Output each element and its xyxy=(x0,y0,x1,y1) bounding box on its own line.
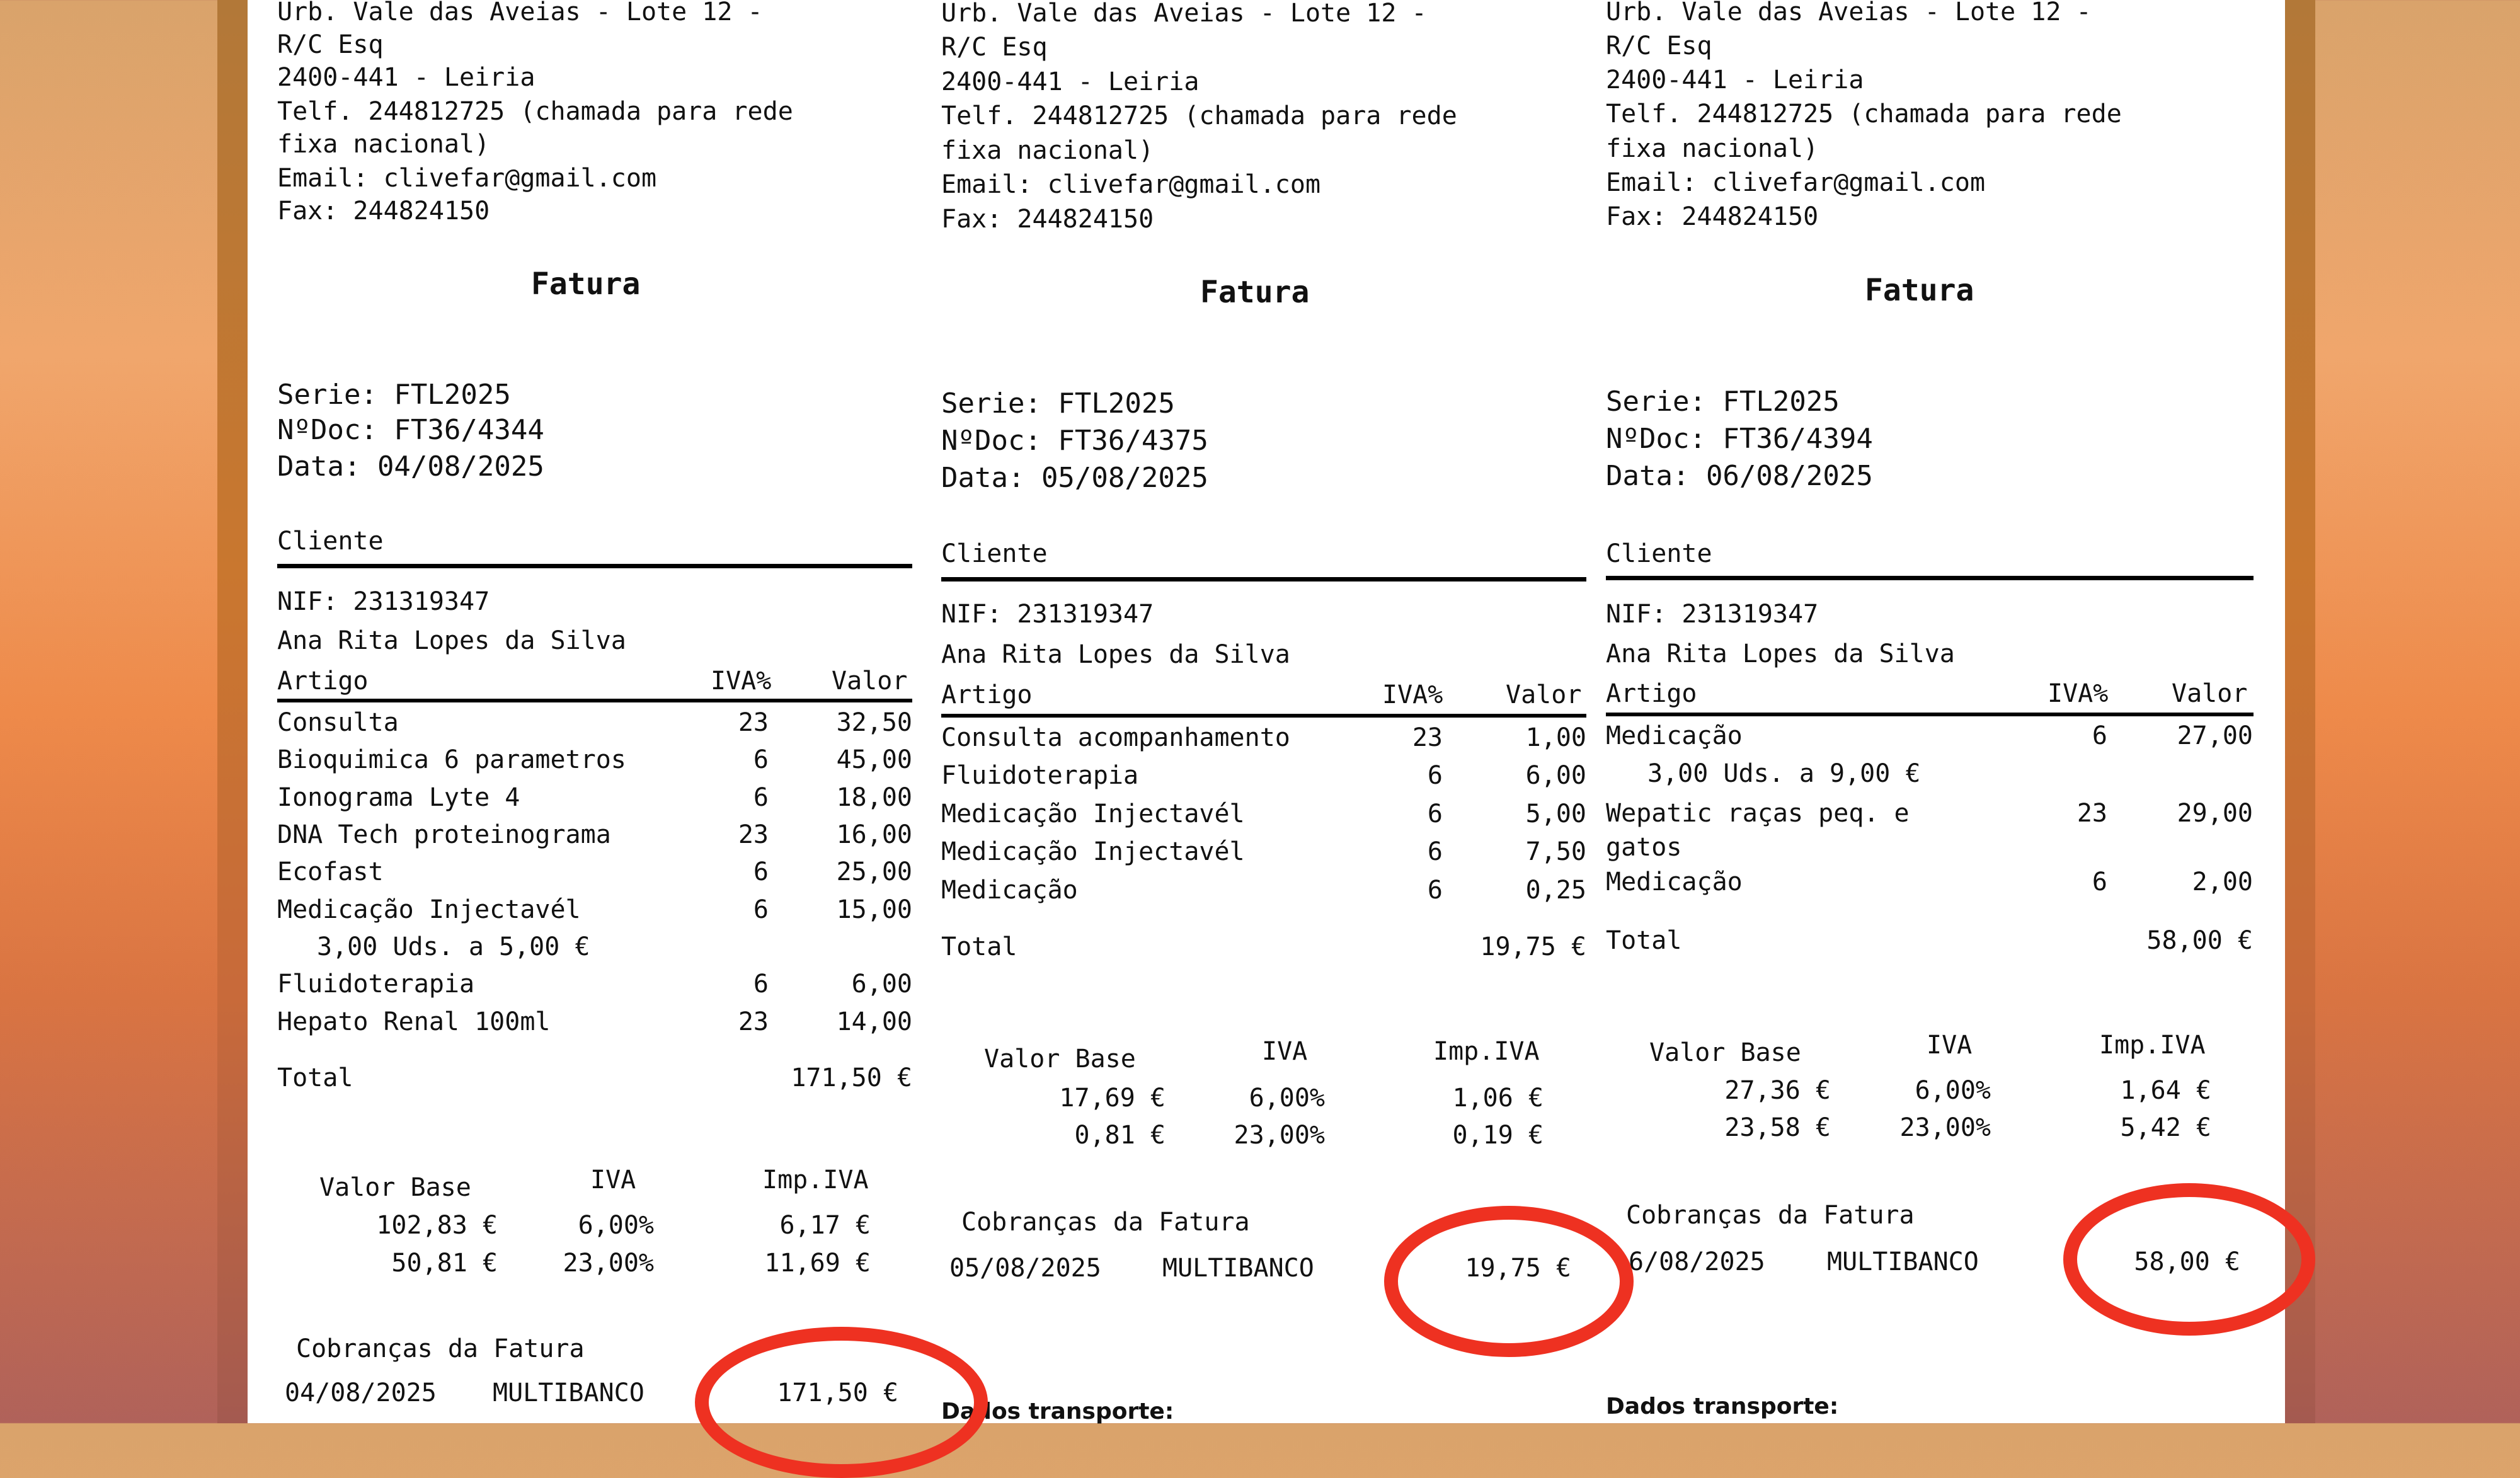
payment-date: 05/08/2025 xyxy=(949,1254,1101,1283)
payments-heading: Cobranças da Fatura xyxy=(1626,1201,1915,1230)
invoice-ndoc: NºDoc: FT36/4375 xyxy=(941,425,1208,457)
item-valor: 5,00 xyxy=(1525,799,1586,828)
vat-imp: 0,19 € xyxy=(1452,1121,1544,1150)
item-valor: 45,00 xyxy=(836,745,912,774)
client-name: Ana Rita Lopes da Silva xyxy=(277,626,626,655)
company-phone-line-2: fixa nacional) xyxy=(941,136,1154,165)
invoice-serie: Serie: FTL2025 xyxy=(1606,386,1840,418)
highlight-circle-payment-1 xyxy=(695,1327,988,1478)
client-name: Ana Rita Lopes da Silva xyxy=(1606,639,1955,668)
total-label: Total xyxy=(1606,926,1682,955)
transport-heading: Dados transporte: xyxy=(1606,1394,1839,1419)
item-valor: 18,00 xyxy=(836,783,912,812)
company-email: Email: clivefar@gmail.com xyxy=(277,164,657,193)
client-rule xyxy=(1606,576,2254,580)
client-heading: Cliente xyxy=(1606,539,1712,568)
item-valor: 14,00 xyxy=(836,1007,912,1036)
item-iva: 6 xyxy=(1427,837,1443,866)
col-iva-pct: IVA% xyxy=(711,667,772,696)
total-value: 171,50 € xyxy=(791,1063,912,1092)
item-valor: 6,00 xyxy=(851,970,912,999)
payment-amount: 19,75 € xyxy=(1465,1254,1571,1283)
item-valor: 1,00 xyxy=(1525,723,1586,752)
item-valor: 15,00 xyxy=(836,895,912,924)
col-valor: Valor xyxy=(1506,680,1582,709)
vat-imp: 11,69 € xyxy=(764,1249,871,1278)
col-artigo: Artigo xyxy=(941,680,1033,709)
payments-heading: Cobranças da Fatura xyxy=(296,1334,585,1363)
invoice-date: Data: 06/08/2025 xyxy=(1606,460,1873,492)
item-iva: 23 xyxy=(738,820,769,849)
item-iva: 23 xyxy=(738,1007,769,1036)
item-iva: 6 xyxy=(1427,799,1443,828)
col-artigo: Artigo xyxy=(277,667,369,696)
item-valor: 6,00 xyxy=(1525,761,1586,790)
item-iva: 6 xyxy=(753,857,769,886)
col-valor: Valor xyxy=(2172,679,2248,708)
items-rule xyxy=(277,699,912,702)
company-fax: Fax: 244824150 xyxy=(277,197,490,226)
item-artigo: Medicação xyxy=(1606,868,1743,897)
total-label: Total xyxy=(941,932,1017,961)
company-address-line-2: R/C Esq xyxy=(277,30,384,59)
vat-col-base: Valor Base xyxy=(1649,1038,1801,1067)
company-address-line-2: R/C Esq xyxy=(1606,32,1712,60)
item-artigo: Medicação Injectavél xyxy=(277,895,581,924)
item-artigo: Ionograma Lyte 4 xyxy=(277,783,520,812)
item-artigo: Consulta acompanhamento xyxy=(941,723,1290,752)
vat-col-imp: Imp.IVA xyxy=(762,1166,869,1194)
company-address-line-1: Urb. Vale das Aveias - Lote 12 - xyxy=(941,0,1427,28)
item-iva: 6 xyxy=(753,745,769,774)
payment-amount: 58,00 € xyxy=(2134,1247,2240,1276)
payment-method: MULTIBANCO xyxy=(1162,1254,1314,1283)
item-iva: 23 xyxy=(1412,723,1443,752)
vat-imp: 5,42 € xyxy=(2120,1113,2211,1142)
client-rule xyxy=(941,577,1586,581)
vat-col-imp: Imp.IVA xyxy=(2099,1031,2206,1060)
right-frame-border xyxy=(2285,0,2315,1423)
vat-col-iva: IVA xyxy=(1262,1037,1308,1066)
vat-rate: 6,00% xyxy=(578,1211,654,1240)
invoice-date: Data: 05/08/2025 xyxy=(941,462,1208,494)
items-rule xyxy=(1606,713,2254,716)
items-rule xyxy=(941,714,1586,718)
invoice-title: Fatura xyxy=(531,266,641,302)
company-address-line-1: Urb. Vale das Aveias - Lote 12 - xyxy=(1606,0,2092,26)
payment-method: MULTIBANCO xyxy=(1827,1247,1979,1276)
col-iva-pct: IVA% xyxy=(2048,679,2109,708)
item-artigo: Bioquimica 6 parametros xyxy=(277,745,626,774)
item-artigo: Fluidoterapia xyxy=(941,761,1139,790)
invoice-date: Data: 04/08/2025 xyxy=(277,450,544,483)
company-address-line-1: Urb. Vale das Aveias - Lote 12 - xyxy=(277,0,763,26)
vat-base: 27,36 € xyxy=(1724,1076,1831,1105)
invoice-serie: Serie: FTL2025 xyxy=(277,379,511,411)
item-valor: 27,00 xyxy=(2177,721,2253,750)
vat-col-base: Valor Base xyxy=(984,1045,1136,1074)
company-fax: Fax: 244824150 xyxy=(1606,202,1819,231)
invoice-ndoc: NºDoc: FT36/4394 xyxy=(1606,423,1873,455)
transport-heading: Dados transporte: xyxy=(941,1399,1174,1424)
payments-heading: Cobranças da Fatura xyxy=(961,1208,1250,1237)
client-nif: NIF: 231319347 xyxy=(941,600,1154,629)
item-iva: 6 xyxy=(753,895,769,924)
item-iva: 6 xyxy=(753,970,769,999)
item-artigo-continued: gatos xyxy=(1606,833,1682,862)
total-value: 19,75 € xyxy=(1480,932,1586,961)
invoice-title: Fatura xyxy=(1865,273,1974,308)
vat-col-iva: IVA xyxy=(590,1166,636,1194)
invoice-title: Fatura xyxy=(1200,275,1310,310)
company-phone-line-1: Telf. 244812725 (chamada para rede xyxy=(941,101,1457,130)
company-phone-line-1: Telf. 244812725 (chamada para rede xyxy=(1606,100,2122,129)
total-label: Total xyxy=(277,1063,353,1092)
vat-base: 23,58 € xyxy=(1724,1113,1831,1142)
vat-rate: 23,00% xyxy=(563,1249,654,1278)
invoice-ndoc: NºDoc: FT36/4344 xyxy=(277,414,544,446)
company-phone-line-1: Telf. 244812725 (chamada para rede xyxy=(277,97,793,126)
item-valor: 7,50 xyxy=(1525,837,1586,866)
client-nif: NIF: 231319347 xyxy=(277,587,490,616)
item-artigo: Medicação Injectavél xyxy=(941,799,1245,828)
vat-base: 50,81 € xyxy=(391,1249,498,1278)
company-address-line-2: R/C Esq xyxy=(941,33,1048,62)
item-artigo: Ecofast xyxy=(277,857,384,886)
vat-rate: 6,00% xyxy=(1915,1076,1991,1105)
total-value: 58,00 € xyxy=(2146,926,2253,955)
col-artigo: Artigo xyxy=(1606,679,1697,708)
payment-date: 04/08/2025 xyxy=(285,1378,437,1407)
item-artigo: Consulta xyxy=(277,708,399,737)
payment-date: 6/08/2025 xyxy=(1629,1247,1765,1276)
item-valor: 0,25 xyxy=(1525,876,1586,905)
vat-rate: 23,00% xyxy=(1899,1113,1991,1142)
invoice-serie: Serie: FTL2025 xyxy=(941,387,1175,420)
vat-base: 102,83 € xyxy=(376,1211,498,1240)
highlight-circle-payment-3 xyxy=(2063,1183,2315,1336)
company-postal: 2400-441 - Leiria xyxy=(941,67,1200,96)
col-valor: Valor xyxy=(832,667,908,696)
item-artigo: Hepato Renal 100ml xyxy=(277,1007,551,1036)
company-email: Email: clivefar@gmail.com xyxy=(1606,168,1986,197)
item-iva: 6 xyxy=(1427,761,1443,790)
left-frame-border xyxy=(217,0,248,1423)
item-quantity-detail: 3,00 Uds. a 5,00 € xyxy=(317,932,590,961)
item-quantity-detail: 3,00 Uds. a 9,00 € xyxy=(1647,759,1921,788)
vat-rate: 6,00% xyxy=(1249,1084,1325,1113)
vat-imp: 1,64 € xyxy=(2120,1076,2211,1105)
client-heading: Cliente xyxy=(941,539,1048,568)
item-artigo: Fluidoterapia xyxy=(277,970,475,999)
item-iva: 6 xyxy=(2092,721,2107,750)
payment-amount: 171,50 € xyxy=(777,1378,898,1407)
item-iva: 6 xyxy=(1427,876,1443,905)
item-valor: 16,00 xyxy=(836,820,912,849)
item-artigo: DNA Tech proteinograma xyxy=(277,820,611,849)
vat-imp: 1,06 € xyxy=(1452,1084,1544,1113)
company-phone-line-2: fixa nacional) xyxy=(1606,134,1819,163)
vat-col-iva: IVA xyxy=(1927,1031,1973,1060)
vat-imp: 6,17 € xyxy=(779,1211,871,1240)
company-postal: 2400-441 - Leiria xyxy=(1606,66,1864,95)
company-email: Email: clivefar@gmail.com xyxy=(941,170,1321,199)
item-artigo: Medicação xyxy=(941,876,1078,905)
payment-method: MULTIBANCO xyxy=(493,1378,644,1407)
company-phone-line-2: fixa nacional) xyxy=(277,130,490,159)
item-valor: 25,00 xyxy=(836,857,912,886)
vat-base: 0,81 € xyxy=(1074,1121,1166,1150)
client-name: Ana Rita Lopes da Silva xyxy=(941,640,1290,669)
item-valor: 29,00 xyxy=(2177,799,2253,828)
vat-col-base: Valor Base xyxy=(319,1173,471,1202)
item-valor: 32,50 xyxy=(836,708,912,737)
client-nif: NIF: 231319347 xyxy=(1606,600,1819,629)
vat-col-imp: Imp.IVA xyxy=(1433,1037,1540,1066)
item-iva: 6 xyxy=(753,783,769,812)
item-valor: 2,00 xyxy=(2192,868,2253,897)
highlight-circle-payment-2 xyxy=(1384,1206,1634,1357)
vat-base: 17,69 € xyxy=(1059,1084,1166,1113)
item-iva: 23 xyxy=(738,708,769,737)
col-iva-pct: IVA% xyxy=(1382,680,1443,709)
vat-rate: 23,00% xyxy=(1234,1121,1325,1150)
client-heading: Cliente xyxy=(277,527,384,556)
item-artigo: Wepatic raças peq. e xyxy=(1606,799,1910,828)
item-iva: 23 xyxy=(2076,799,2107,828)
company-fax: Fax: 244824150 xyxy=(941,205,1154,234)
item-iva: 6 xyxy=(2092,868,2107,897)
client-rule xyxy=(277,564,912,568)
item-artigo: Medicação Injectavél xyxy=(941,837,1245,866)
item-artigo: Medicação xyxy=(1606,721,1743,750)
company-postal: 2400-441 - Leiria xyxy=(277,63,536,92)
